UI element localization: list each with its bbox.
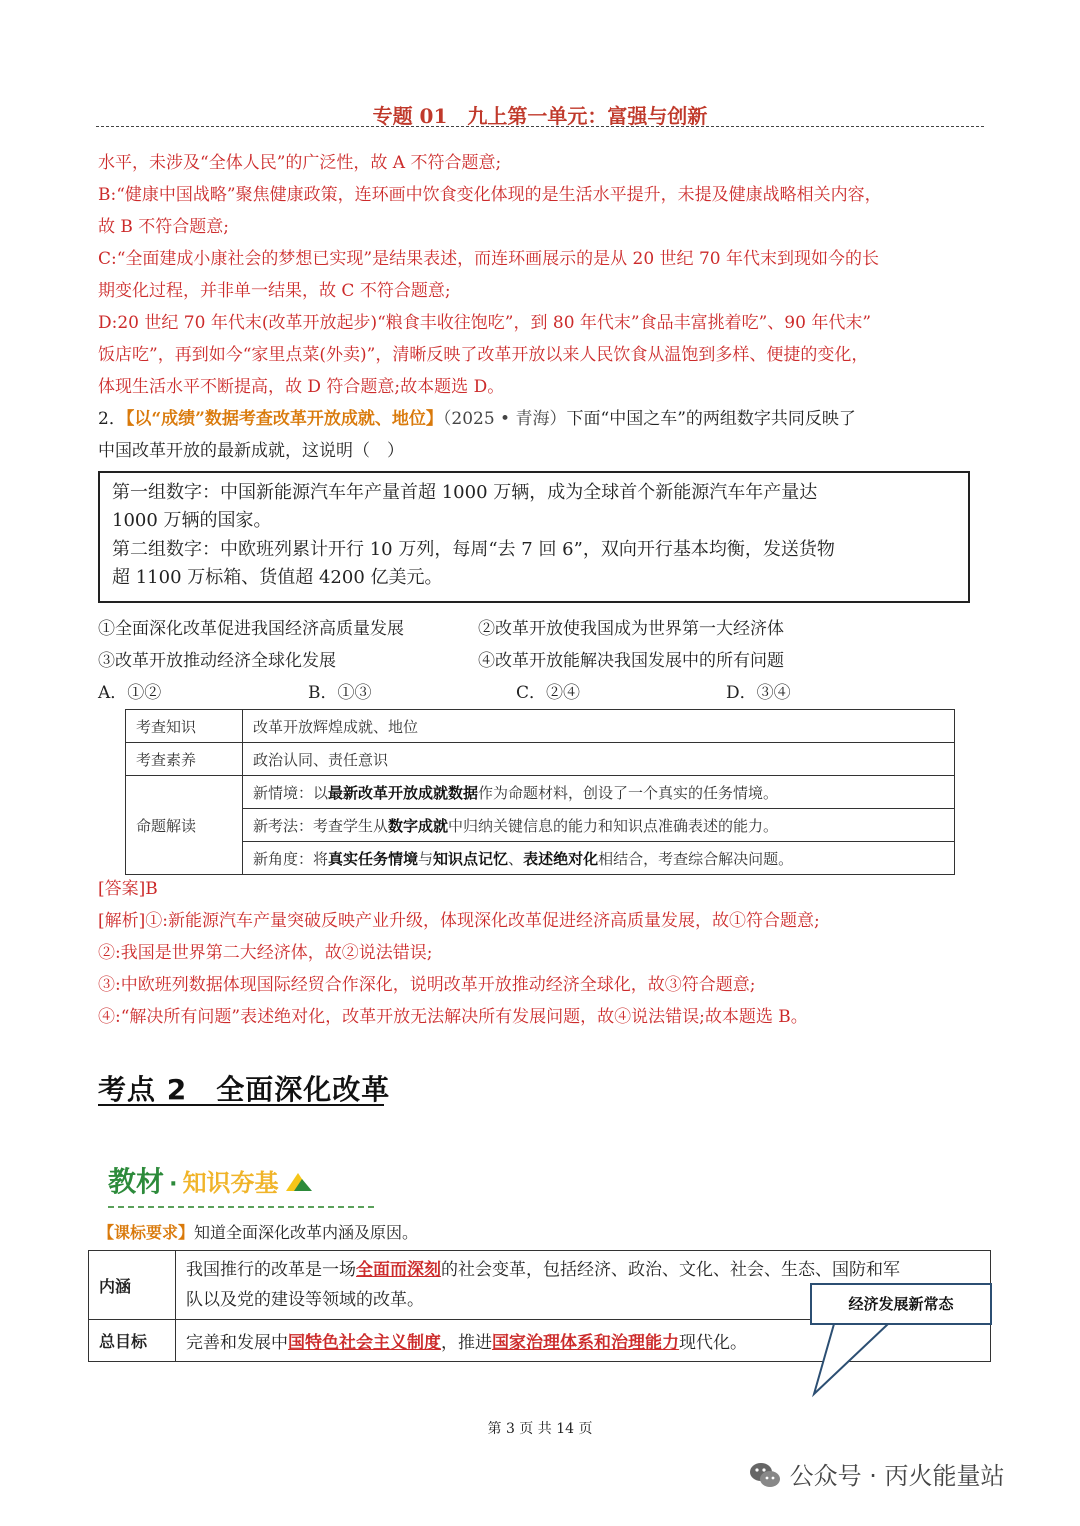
page-number: 第 3 页 共 14 页 <box>487 1421 593 1437</box>
knowledge-key-goal: 总目标 <box>89 1320 176 1362</box>
knowledge-val-connotation: 我国推行的改革是一场全面而深刻的社会变革，包括经济、政治、文化、社会、生态、国防和军 队以及党的建设等领域的改革。 <box>176 1251 991 1320</box>
q1-analysis-line: B:“健康中国战略”聚焦健康政策，连环画中饮食变化体现的是生活水平提升，未提及健康战略相关内容， <box>98 185 882 205</box>
option-a: A．①② <box>98 683 162 703</box>
q2-stem-b: 中国改革开放的最新成就，这说明（ ） <box>98 441 404 461</box>
q2-number: 2． <box>98 409 126 429</box>
statement-1: ①全面深化改革促进我国经济高质量发展 <box>98 619 404 639</box>
answer-explanation-line: ②:我国是世界第二大经济体，故②说法错误; <box>98 943 433 963</box>
banner-text-b: 知识夯基 <box>182 1169 279 1197</box>
page-header-title: 专题 01 九上第一单元：富强与创新 <box>372 104 708 128</box>
q1-analysis-line: C:“全面建成小康社会的梦想已实现”是结果表述，而连环画展示的是从 20 世纪 70 年代末到现如今的长 <box>98 249 879 269</box>
statement-2: ②改革开放使我国成为世界第一大经济体 <box>478 619 784 639</box>
analysis-new-angle: 新角度：将真实任务情境与知识点记忆、表述绝对化相结合，考查综合解决问题。 <box>243 842 955 875</box>
wechat-icon <box>748 1460 782 1490</box>
banner-divider <box>108 1206 374 1208</box>
q2-tag: 【以“成绩”数据考查改革开放成就、地位】 <box>125 409 443 429</box>
curriculum-requirement <box>98 1220 418 1243</box>
option-b: B．①③ <box>308 683 372 703</box>
section-title: 考点 2 全面深化改革 <box>98 1073 391 1106</box>
banner-dot: · <box>169 1172 178 1197</box>
question-analysis-table <box>125 709 955 875</box>
option-d: D．③④ <box>726 683 791 703</box>
callout-pointer <box>800 1322 900 1398</box>
q2-source: （2025 • 青海） <box>442 409 567 429</box>
analysis-key-literacy: 考查素养 <box>126 743 243 776</box>
answer-label: [答案]B <box>98 879 158 899</box>
banner-text-a: 教材 <box>108 1165 165 1198</box>
analysis-val-literacy: 政治认同、责任意识 <box>243 743 955 776</box>
header-divider <box>96 126 984 127</box>
statement-3: ③改革开放推动经济全球化发展 <box>98 651 336 671</box>
knowledge-val-goal: 完善和发展中国特色社会主义制度，推进国家治理体系和治理能力现代化。 <box>176 1320 991 1362</box>
material-line: 1000 万辆的国家。 <box>112 510 272 531</box>
requirement-tag: 【课标要求】 <box>98 1223 195 1242</box>
material-line: 第一组数字：中国新能源汽车年产量首超 1000 万辆，成为全球首个新能源汽车年产量达 <box>112 482 818 503</box>
option-c: C．②④ <box>516 683 581 703</box>
analysis-new-method: 新考法：考查学生从数字成就中归纳关键信息的能力和知识点准确表述的能力。 <box>243 809 955 842</box>
q2-stem-a: 下面“中国之车”的两组数字共同反映了 <box>566 409 856 429</box>
q1-analysis-line: 体现生活水平不断提高，故 D 符合题意;故本题选 D。 <box>98 377 505 397</box>
statement-4: ④改革开放能解决我国发展中的所有问题 <box>478 651 784 671</box>
section-underline <box>98 1104 384 1106</box>
q1-analysis-line: 期变化过程，并非单一结果，故 C 不符合题意; <box>98 281 451 301</box>
q1-analysis-line: 故 B 不符合题意; <box>98 217 230 237</box>
analysis-new-situation: 新情境：以最新改革开放成就数据作为命题材料，创设了一个真实的任务情境。 <box>243 776 955 809</box>
analysis-val-knowledge: 改革开放辉煌成就、地位 <box>243 710 955 743</box>
answer-explanation-line: [解析]①:新能源汽车产量突破反映产业升级，体现深化改革促进经济高质量发展，故①符合题意; <box>98 911 820 931</box>
answer-explanation-line: ③:中欧班列数据体现国际经贸合作深化，说明改革开放推动经济全球化，故③符合题意; <box>98 975 756 995</box>
material-line: 第二组数字：中欧班列累计开行 10 万列，每周“去 7 回 6”，双向开行基本均衡，发送货物 <box>112 539 835 560</box>
answer-explanation-line: ④:“解决所有问题”表述绝对化，改革开放无法解决所有发展问题，故④说法错误;故本题选 B。 <box>98 1007 808 1027</box>
q1-analysis-line: 饭店吃”，再到如今“家里点菜(外卖)”，清晰反映了改革开放以来人民饮食从温饱到多样、便捷的变化， <box>98 345 869 365</box>
textbook-banner <box>108 1160 314 1204</box>
q1-analysis-line: 水平，未涉及“全体人民”的广泛性，故 A 不符合题意; <box>98 153 502 173</box>
material-line: 超 1100 万标箱、货值超 4200 亿美元。 <box>112 567 443 588</box>
watermark-text: 公众号 · 丙火能量站 <box>789 1462 1005 1490</box>
knowledge-key-connotation: 内涵 <box>89 1251 176 1320</box>
requirement-text: 知道全面深化改革内涵及原因。 <box>194 1223 419 1242</box>
mountain-icon <box>284 1169 314 1193</box>
q2-stem <box>98 408 998 430</box>
watermark <box>748 1456 1005 1496</box>
analysis-key-knowledge: 考查知识 <box>126 710 243 743</box>
analysis-key-interpretation: 命题解读 <box>126 776 243 875</box>
q1-analysis-line: D:20 世纪 70 年代末(改革开放起步)“粮食丰收往饱吃”，到 80 年代末”食品丰富挑着吃”、90 年代末” <box>98 313 872 333</box>
callout-label: 经济发展新常态 <box>810 1283 992 1325</box>
